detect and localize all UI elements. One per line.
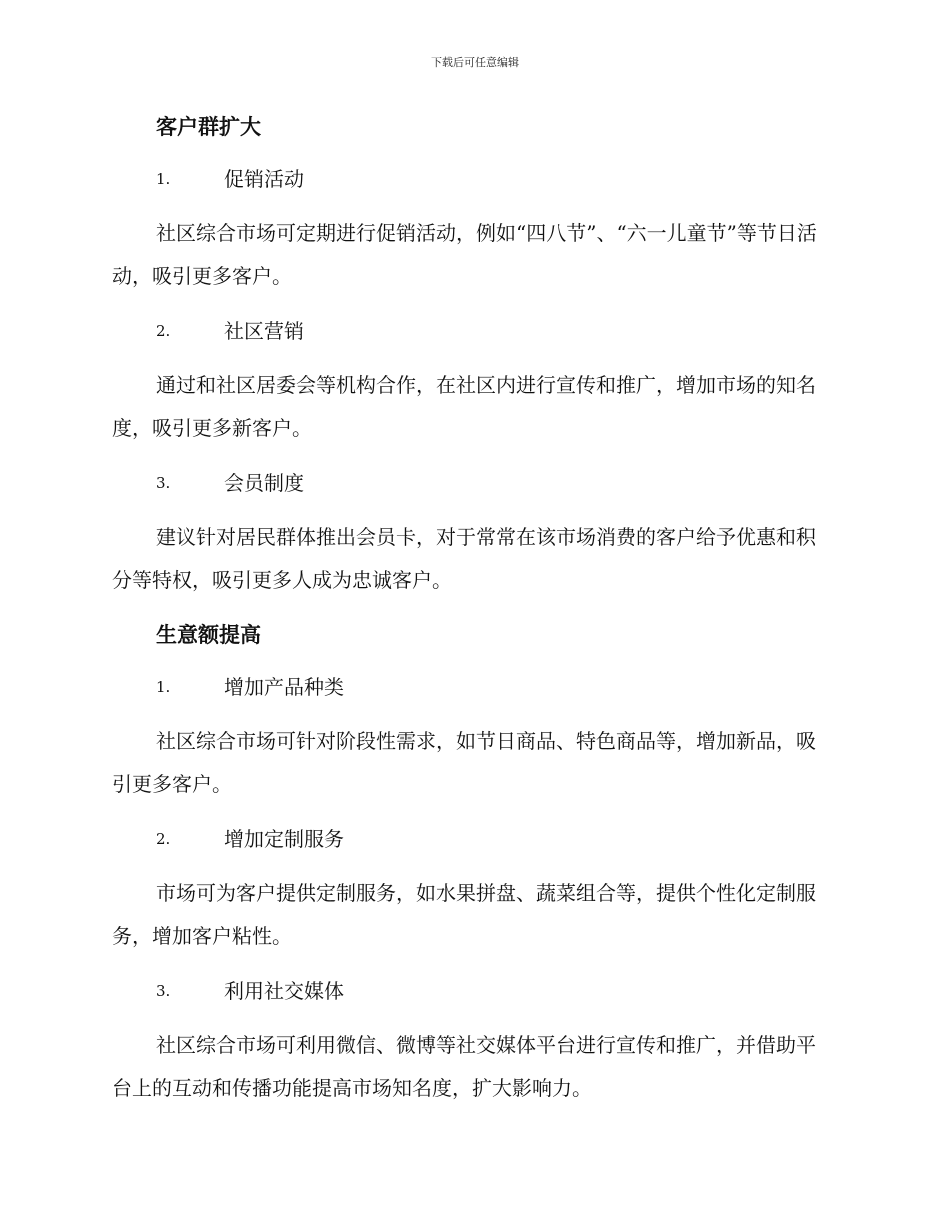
item-paragraph: 社区综合市场可利用微信、微博等社交媒体平台进行宣传和推广，并借助平台上的互动和传播功能提高市场知名度，扩大影响力。 (112, 1033, 816, 1100)
item-title: 会员制度 (224, 471, 304, 495)
item-number: 2. (156, 830, 171, 848)
item-paragraph: 通过和社区居委会等机构合作，在社区内进行宣传和推广，增加市场的知名度，吸引更多新客户。 (112, 373, 816, 440)
item-title: 利用社交媒体 (224, 979, 344, 1003)
document-body (112, 108, 832, 1124)
item-title: 增加产品种类 (224, 675, 344, 699)
list-item (112, 820, 832, 858)
list-item (112, 972, 832, 1010)
item-title: 增加定制服务 (224, 827, 344, 851)
item-paragraph: 建议针对居民群体推出会员卡，对于常常在该市场消费的客户给予优惠和积分等特权，吸引更多人成为忠诚客户。 (112, 525, 816, 592)
item-number: 1. (156, 678, 171, 696)
page-header: 下载后可任意编辑 (431, 56, 519, 69)
list-item (112, 668, 832, 706)
item-paragraph: 市场可为客户提供定制服务，如水果拼盘、蔬菜组合等，提供个性化定制服务，增加客户粘性。 (112, 881, 816, 948)
item-title: 促销活动 (224, 167, 304, 191)
item-number: 1. (156, 170, 171, 188)
list-item (112, 464, 832, 502)
item-number: 3. (156, 982, 171, 1000)
list-item (112, 160, 832, 198)
item-number: 3. (156, 474, 171, 492)
list-item (112, 312, 832, 350)
item-paragraph: 社区综合市场可针对阶段性需求，如节日商品、特色商品等，增加新品，吸引更多客户。 (112, 729, 816, 796)
item-title: 社区营销 (224, 319, 304, 343)
section-heading: 生意额提高 (156, 623, 261, 647)
section-heading: 客户群扩大 (156, 115, 261, 139)
item-number: 2. (156, 322, 171, 340)
item-paragraph: 社区综合市场可定期进行促销活动，例如“四八节”、“六一儿童节”等节日活动，吸引更多客户。 (112, 221, 817, 288)
